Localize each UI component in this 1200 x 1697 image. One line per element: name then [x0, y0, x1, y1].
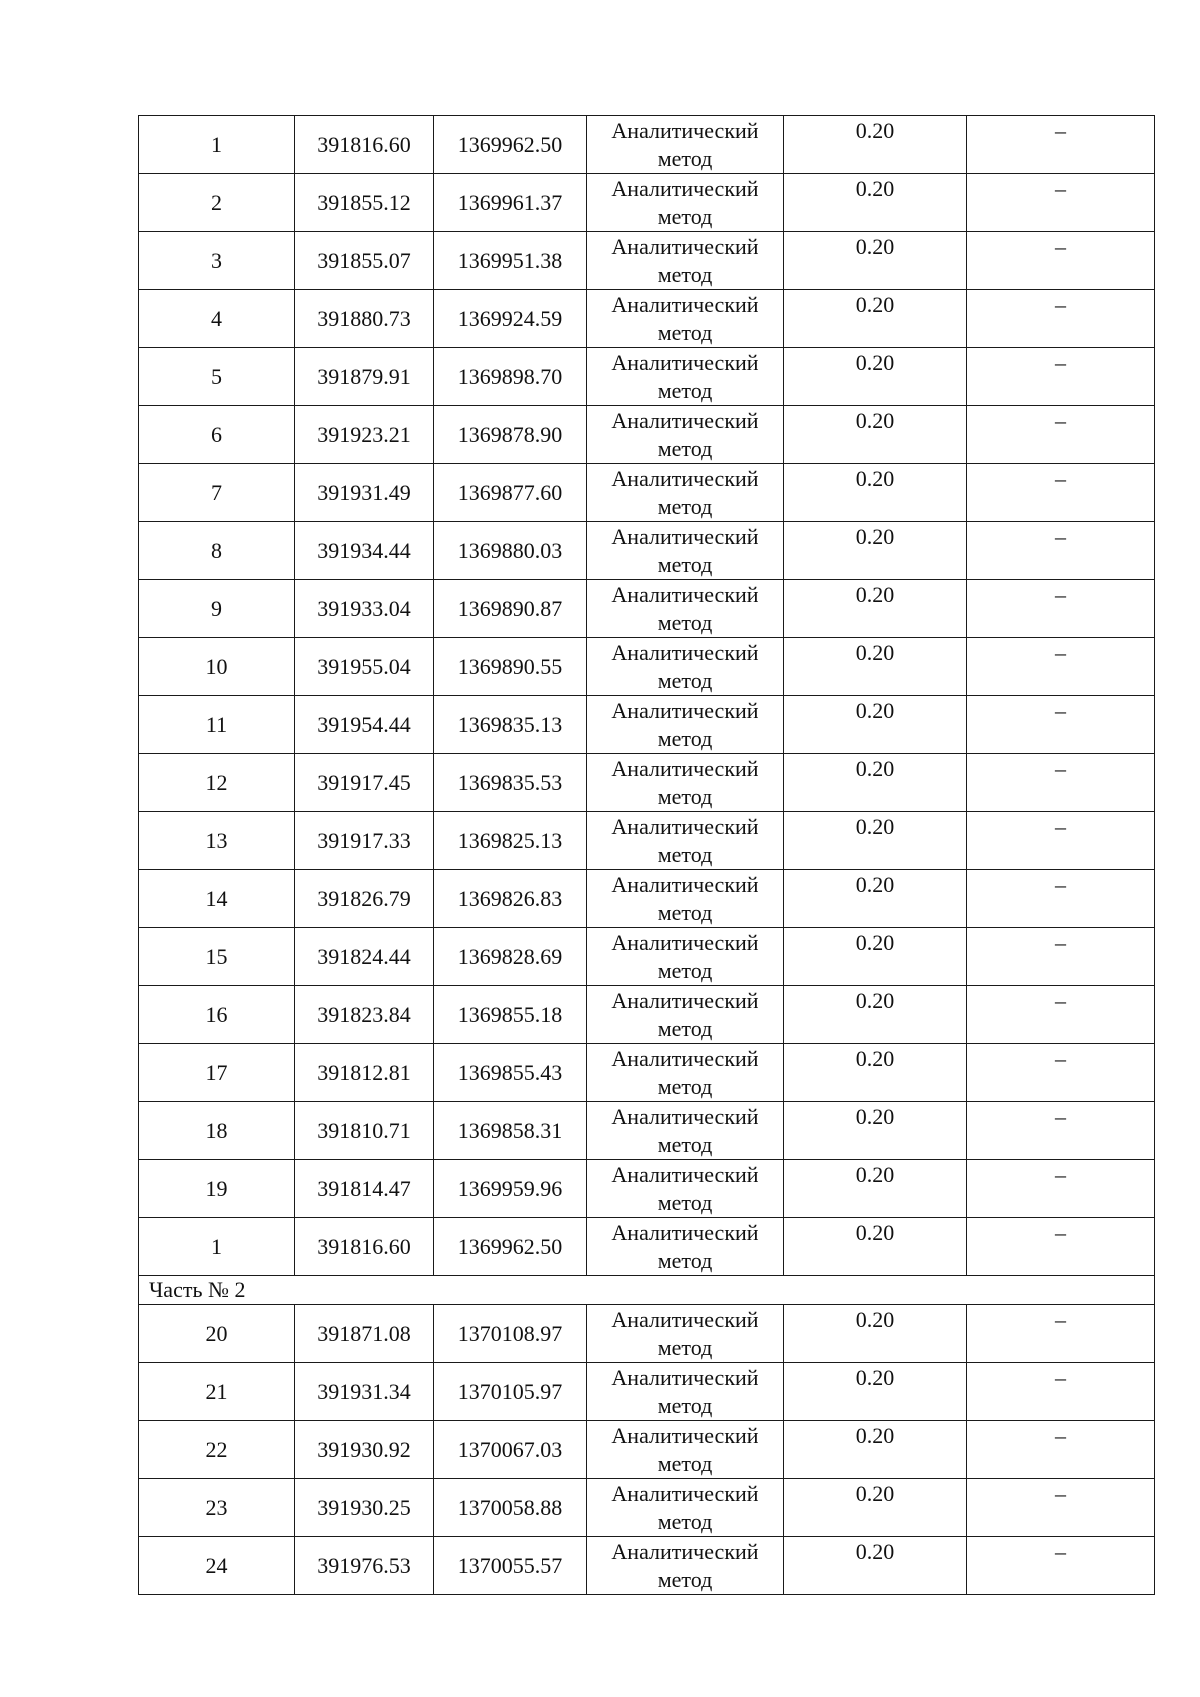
error-cell: 0.20 [784, 812, 967, 870]
y-coordinate-cell: 1369959.96 [434, 1160, 587, 1218]
method-text: Аналитический [611, 349, 759, 375]
note-cell: – [967, 1421, 1155, 1479]
method-cell [587, 580, 784, 638]
y-coordinate-cell: 1369878.90 [434, 406, 587, 464]
y-coordinate-cell: 1369855.18 [434, 986, 587, 1044]
error-cell: 0.20 [784, 1102, 967, 1160]
note-cell: – [967, 1102, 1155, 1160]
note-cell: – [967, 522, 1155, 580]
method-cell [587, 1305, 784, 1363]
note-cell: – [967, 986, 1155, 1044]
table-row [139, 522, 1155, 580]
note-cell: – [967, 1305, 1155, 1363]
method-text: метод [657, 1392, 713, 1418]
y-coordinate-cell: 1369828.69 [434, 928, 587, 986]
point-number-cell: 4 [139, 290, 295, 348]
method-text: Аналитический [611, 755, 759, 781]
table-row [139, 986, 1155, 1044]
note-cell: – [967, 174, 1155, 232]
method-text: метод [657, 1247, 713, 1273]
y-coordinate-cell: 1369951.38 [434, 232, 587, 290]
method-text: метод [657, 609, 713, 635]
method-text: Аналитический [611, 929, 759, 955]
method-text: Аналитический [611, 407, 759, 433]
method-text: метод [657, 1508, 713, 1534]
x-coordinate-cell: 391826.79 [295, 870, 434, 928]
method-cell [587, 1218, 784, 1276]
method-text: Аналитический [611, 291, 759, 317]
x-coordinate-cell: 391816.60 [295, 116, 434, 174]
error-cell: 0.20 [784, 754, 967, 812]
point-number-cell: 23 [139, 1479, 295, 1537]
x-coordinate-cell: 391871.08 [295, 1305, 434, 1363]
point-number-cell: 19 [139, 1160, 295, 1218]
error-cell: 0.20 [784, 638, 967, 696]
note-cell: – [967, 1479, 1155, 1537]
x-coordinate-cell: 391880.73 [295, 290, 434, 348]
method-text: Аналитический [611, 697, 759, 723]
x-coordinate-cell: 391814.47 [295, 1160, 434, 1218]
point-number-cell: 13 [139, 812, 295, 870]
method-text: метод [657, 899, 713, 925]
method-text: метод [657, 957, 713, 983]
x-coordinate-cell: 391923.21 [295, 406, 434, 464]
method-cell [587, 986, 784, 1044]
error-cell: 0.20 [784, 348, 967, 406]
table-row [139, 1363, 1155, 1421]
method-cell [587, 406, 784, 464]
note-cell: – [967, 406, 1155, 464]
method-text: Аналитический [611, 1538, 759, 1564]
error-cell: 0.20 [784, 290, 967, 348]
method-text: Аналитический [611, 1364, 759, 1390]
note-cell: – [967, 1537, 1155, 1595]
method-cell [587, 1044, 784, 1102]
method-cell [587, 290, 784, 348]
point-number-cell: 14 [139, 870, 295, 928]
point-number-cell: 15 [139, 928, 295, 986]
point-number-cell: 12 [139, 754, 295, 812]
point-number-cell: 1 [139, 1218, 295, 1276]
y-coordinate-cell: 1369924.59 [434, 290, 587, 348]
error-cell: 0.20 [784, 1479, 967, 1537]
error-cell: 0.20 [784, 522, 967, 580]
point-number-cell: 7 [139, 464, 295, 522]
method-text: Аналитический [611, 1219, 759, 1245]
table-row [139, 406, 1155, 464]
y-coordinate-cell: 1369898.70 [434, 348, 587, 406]
method-cell [587, 464, 784, 522]
point-number-cell: 24 [139, 1537, 295, 1595]
x-coordinate-cell: 391855.07 [295, 232, 434, 290]
method-text: метод [657, 145, 713, 171]
table-row [139, 638, 1155, 696]
point-number-cell: 8 [139, 522, 295, 580]
point-number-cell: 11 [139, 696, 295, 754]
method-cell [587, 870, 784, 928]
error-cell: 0.20 [784, 580, 967, 638]
method-text: метод [657, 493, 713, 519]
error-cell: 0.20 [784, 986, 967, 1044]
y-coordinate-cell: 1369835.13 [434, 696, 587, 754]
method-cell [587, 1160, 784, 1218]
note-cell: – [967, 696, 1155, 754]
method-text: Аналитический [611, 523, 759, 549]
x-coordinate-cell: 391824.44 [295, 928, 434, 986]
y-coordinate-cell: 1369890.55 [434, 638, 587, 696]
table-row [139, 464, 1155, 522]
method-text: Аналитический [611, 1045, 759, 1071]
table-row [139, 1305, 1155, 1363]
method-text: Аналитический [611, 465, 759, 491]
method-text: метод [657, 667, 713, 693]
method-cell [587, 1537, 784, 1595]
note-cell: – [967, 1218, 1155, 1276]
x-coordinate-cell: 391855.12 [295, 174, 434, 232]
x-coordinate-cell: 391931.34 [295, 1363, 434, 1421]
point-number-cell: 17 [139, 1044, 295, 1102]
method-text: Аналитический [611, 813, 759, 839]
table-row [139, 116, 1155, 174]
table-row [139, 1479, 1155, 1537]
method-text: Аналитический [611, 1161, 759, 1187]
coordinates-table [138, 115, 1155, 1595]
method-cell [587, 812, 784, 870]
error-cell: 0.20 [784, 174, 967, 232]
y-coordinate-cell: 1369877.60 [434, 464, 587, 522]
x-coordinate-cell: 391917.33 [295, 812, 434, 870]
table-row [139, 754, 1155, 812]
error-cell: 0.20 [784, 116, 967, 174]
table-row [139, 348, 1155, 406]
note-cell: – [967, 1363, 1155, 1421]
y-coordinate-cell: 1369826.83 [434, 870, 587, 928]
x-coordinate-cell: 391879.91 [295, 348, 434, 406]
method-text: Аналитический [611, 1480, 759, 1506]
method-text: Аналитический [611, 1422, 759, 1448]
method-text: метод [657, 841, 713, 867]
x-coordinate-cell: 391955.04 [295, 638, 434, 696]
note-cell: – [967, 638, 1155, 696]
y-coordinate-cell: 1369825.13 [434, 812, 587, 870]
x-coordinate-cell: 391823.84 [295, 986, 434, 1044]
y-coordinate-cell: 1370055.57 [434, 1537, 587, 1595]
method-text: метод [657, 551, 713, 577]
y-coordinate-cell: 1370105.97 [434, 1363, 587, 1421]
note-cell: – [967, 232, 1155, 290]
table-body [139, 116, 1155, 1595]
table-row [139, 812, 1155, 870]
table-row [139, 1044, 1155, 1102]
method-text: Аналитический [611, 175, 759, 201]
x-coordinate-cell: 391931.49 [295, 464, 434, 522]
table-row [139, 290, 1155, 348]
method-text: Аналитический [611, 639, 759, 665]
point-number-cell: 2 [139, 174, 295, 232]
section-row [139, 1276, 1155, 1305]
table-row [139, 1218, 1155, 1276]
method-text: метод [657, 1073, 713, 1099]
point-number-cell: 22 [139, 1421, 295, 1479]
table-row [139, 1102, 1155, 1160]
y-coordinate-cell: 1370067.03 [434, 1421, 587, 1479]
y-coordinate-cell: 1369962.50 [434, 1218, 587, 1276]
error-cell: 0.20 [784, 406, 967, 464]
error-cell: 0.20 [784, 870, 967, 928]
y-coordinate-cell: 1369858.31 [434, 1102, 587, 1160]
method-text: метод [657, 1450, 713, 1476]
y-coordinate-cell: 1370108.97 [434, 1305, 587, 1363]
method-text: метод [657, 1189, 713, 1215]
method-text: Аналитический [611, 987, 759, 1013]
y-coordinate-cell: 1369855.43 [434, 1044, 587, 1102]
method-text: метод [657, 725, 713, 751]
error-cell: 0.20 [784, 1537, 967, 1595]
error-cell: 0.20 [784, 928, 967, 986]
error-cell: 0.20 [784, 1421, 967, 1479]
x-coordinate-cell: 391812.81 [295, 1044, 434, 1102]
x-coordinate-cell: 391930.25 [295, 1479, 434, 1537]
point-number-cell: 16 [139, 986, 295, 1044]
note-cell: – [967, 464, 1155, 522]
method-cell [587, 522, 784, 580]
point-number-cell: 6 [139, 406, 295, 464]
method-text: метод [657, 783, 713, 809]
method-text: Аналитический [611, 871, 759, 897]
note-cell: – [967, 812, 1155, 870]
method-text: Аналитический [611, 117, 759, 143]
method-text: Аналитический [611, 581, 759, 607]
note-cell: – [967, 116, 1155, 174]
x-coordinate-cell: 391934.44 [295, 522, 434, 580]
method-cell [587, 1479, 784, 1537]
error-cell: 0.20 [784, 232, 967, 290]
x-coordinate-cell: 391930.92 [295, 1421, 434, 1479]
x-coordinate-cell: 391810.71 [295, 1102, 434, 1160]
note-cell: – [967, 290, 1155, 348]
table-row [139, 696, 1155, 754]
table-row [139, 232, 1155, 290]
error-cell: 0.20 [784, 1218, 967, 1276]
method-cell [587, 638, 784, 696]
error-cell: 0.20 [784, 1160, 967, 1218]
table-row [139, 580, 1155, 638]
error-cell: 0.20 [784, 1363, 967, 1421]
method-text: Аналитический [611, 1306, 759, 1332]
y-coordinate-cell: 1369962.50 [434, 116, 587, 174]
method-text: Аналитический [611, 233, 759, 259]
x-coordinate-cell: 391933.04 [295, 580, 434, 638]
point-number-cell: 3 [139, 232, 295, 290]
method-cell [587, 1421, 784, 1479]
method-text: Аналитический [611, 1103, 759, 1129]
table-row [139, 1537, 1155, 1595]
note-cell: – [967, 1160, 1155, 1218]
x-coordinate-cell: 391976.53 [295, 1537, 434, 1595]
point-number-cell: 1 [139, 116, 295, 174]
method-cell [587, 1363, 784, 1421]
note-cell: – [967, 1044, 1155, 1102]
method-text: метод [657, 261, 713, 287]
y-coordinate-cell: 1370058.88 [434, 1479, 587, 1537]
error-cell: 0.20 [784, 1044, 967, 1102]
method-cell [587, 174, 784, 232]
y-coordinate-cell: 1369880.03 [434, 522, 587, 580]
table-row [139, 1160, 1155, 1218]
note-cell: – [967, 870, 1155, 928]
note-cell: – [967, 754, 1155, 812]
method-text: метод [657, 1334, 713, 1360]
point-number-cell: 9 [139, 580, 295, 638]
y-coordinate-cell: 1369890.87 [434, 580, 587, 638]
method-cell [587, 928, 784, 986]
note-cell: – [967, 580, 1155, 638]
method-cell [587, 232, 784, 290]
method-cell [587, 1102, 784, 1160]
method-text: метод [657, 435, 713, 461]
x-coordinate-cell: 391954.44 [295, 696, 434, 754]
y-coordinate-cell: 1369961.37 [434, 174, 587, 232]
y-coordinate-cell: 1369835.53 [434, 754, 587, 812]
method-text: метод [657, 1131, 713, 1157]
error-cell: 0.20 [784, 464, 967, 522]
point-number-cell: 18 [139, 1102, 295, 1160]
method-text: метод [657, 377, 713, 403]
note-cell: – [967, 928, 1155, 986]
method-text: метод [657, 1566, 713, 1592]
method-cell [587, 696, 784, 754]
method-cell [587, 754, 784, 812]
table-row [139, 870, 1155, 928]
method-cell [587, 348, 784, 406]
method-text: метод [657, 1015, 713, 1041]
table-row [139, 928, 1155, 986]
x-coordinate-cell: 391917.45 [295, 754, 434, 812]
error-cell: 0.20 [784, 1305, 967, 1363]
method-cell [587, 116, 784, 174]
method-text: метод [657, 203, 713, 229]
table-row [139, 1421, 1155, 1479]
point-number-cell: 20 [139, 1305, 295, 1363]
table-row [139, 174, 1155, 232]
point-number-cell: 5 [139, 348, 295, 406]
section-label: Часть № 2 [139, 1276, 1155, 1305]
note-cell: – [967, 348, 1155, 406]
error-cell: 0.20 [784, 696, 967, 754]
point-number-cell: 21 [139, 1363, 295, 1421]
point-number-cell: 10 [139, 638, 295, 696]
x-coordinate-cell: 391816.60 [295, 1218, 434, 1276]
method-text: метод [657, 319, 713, 345]
